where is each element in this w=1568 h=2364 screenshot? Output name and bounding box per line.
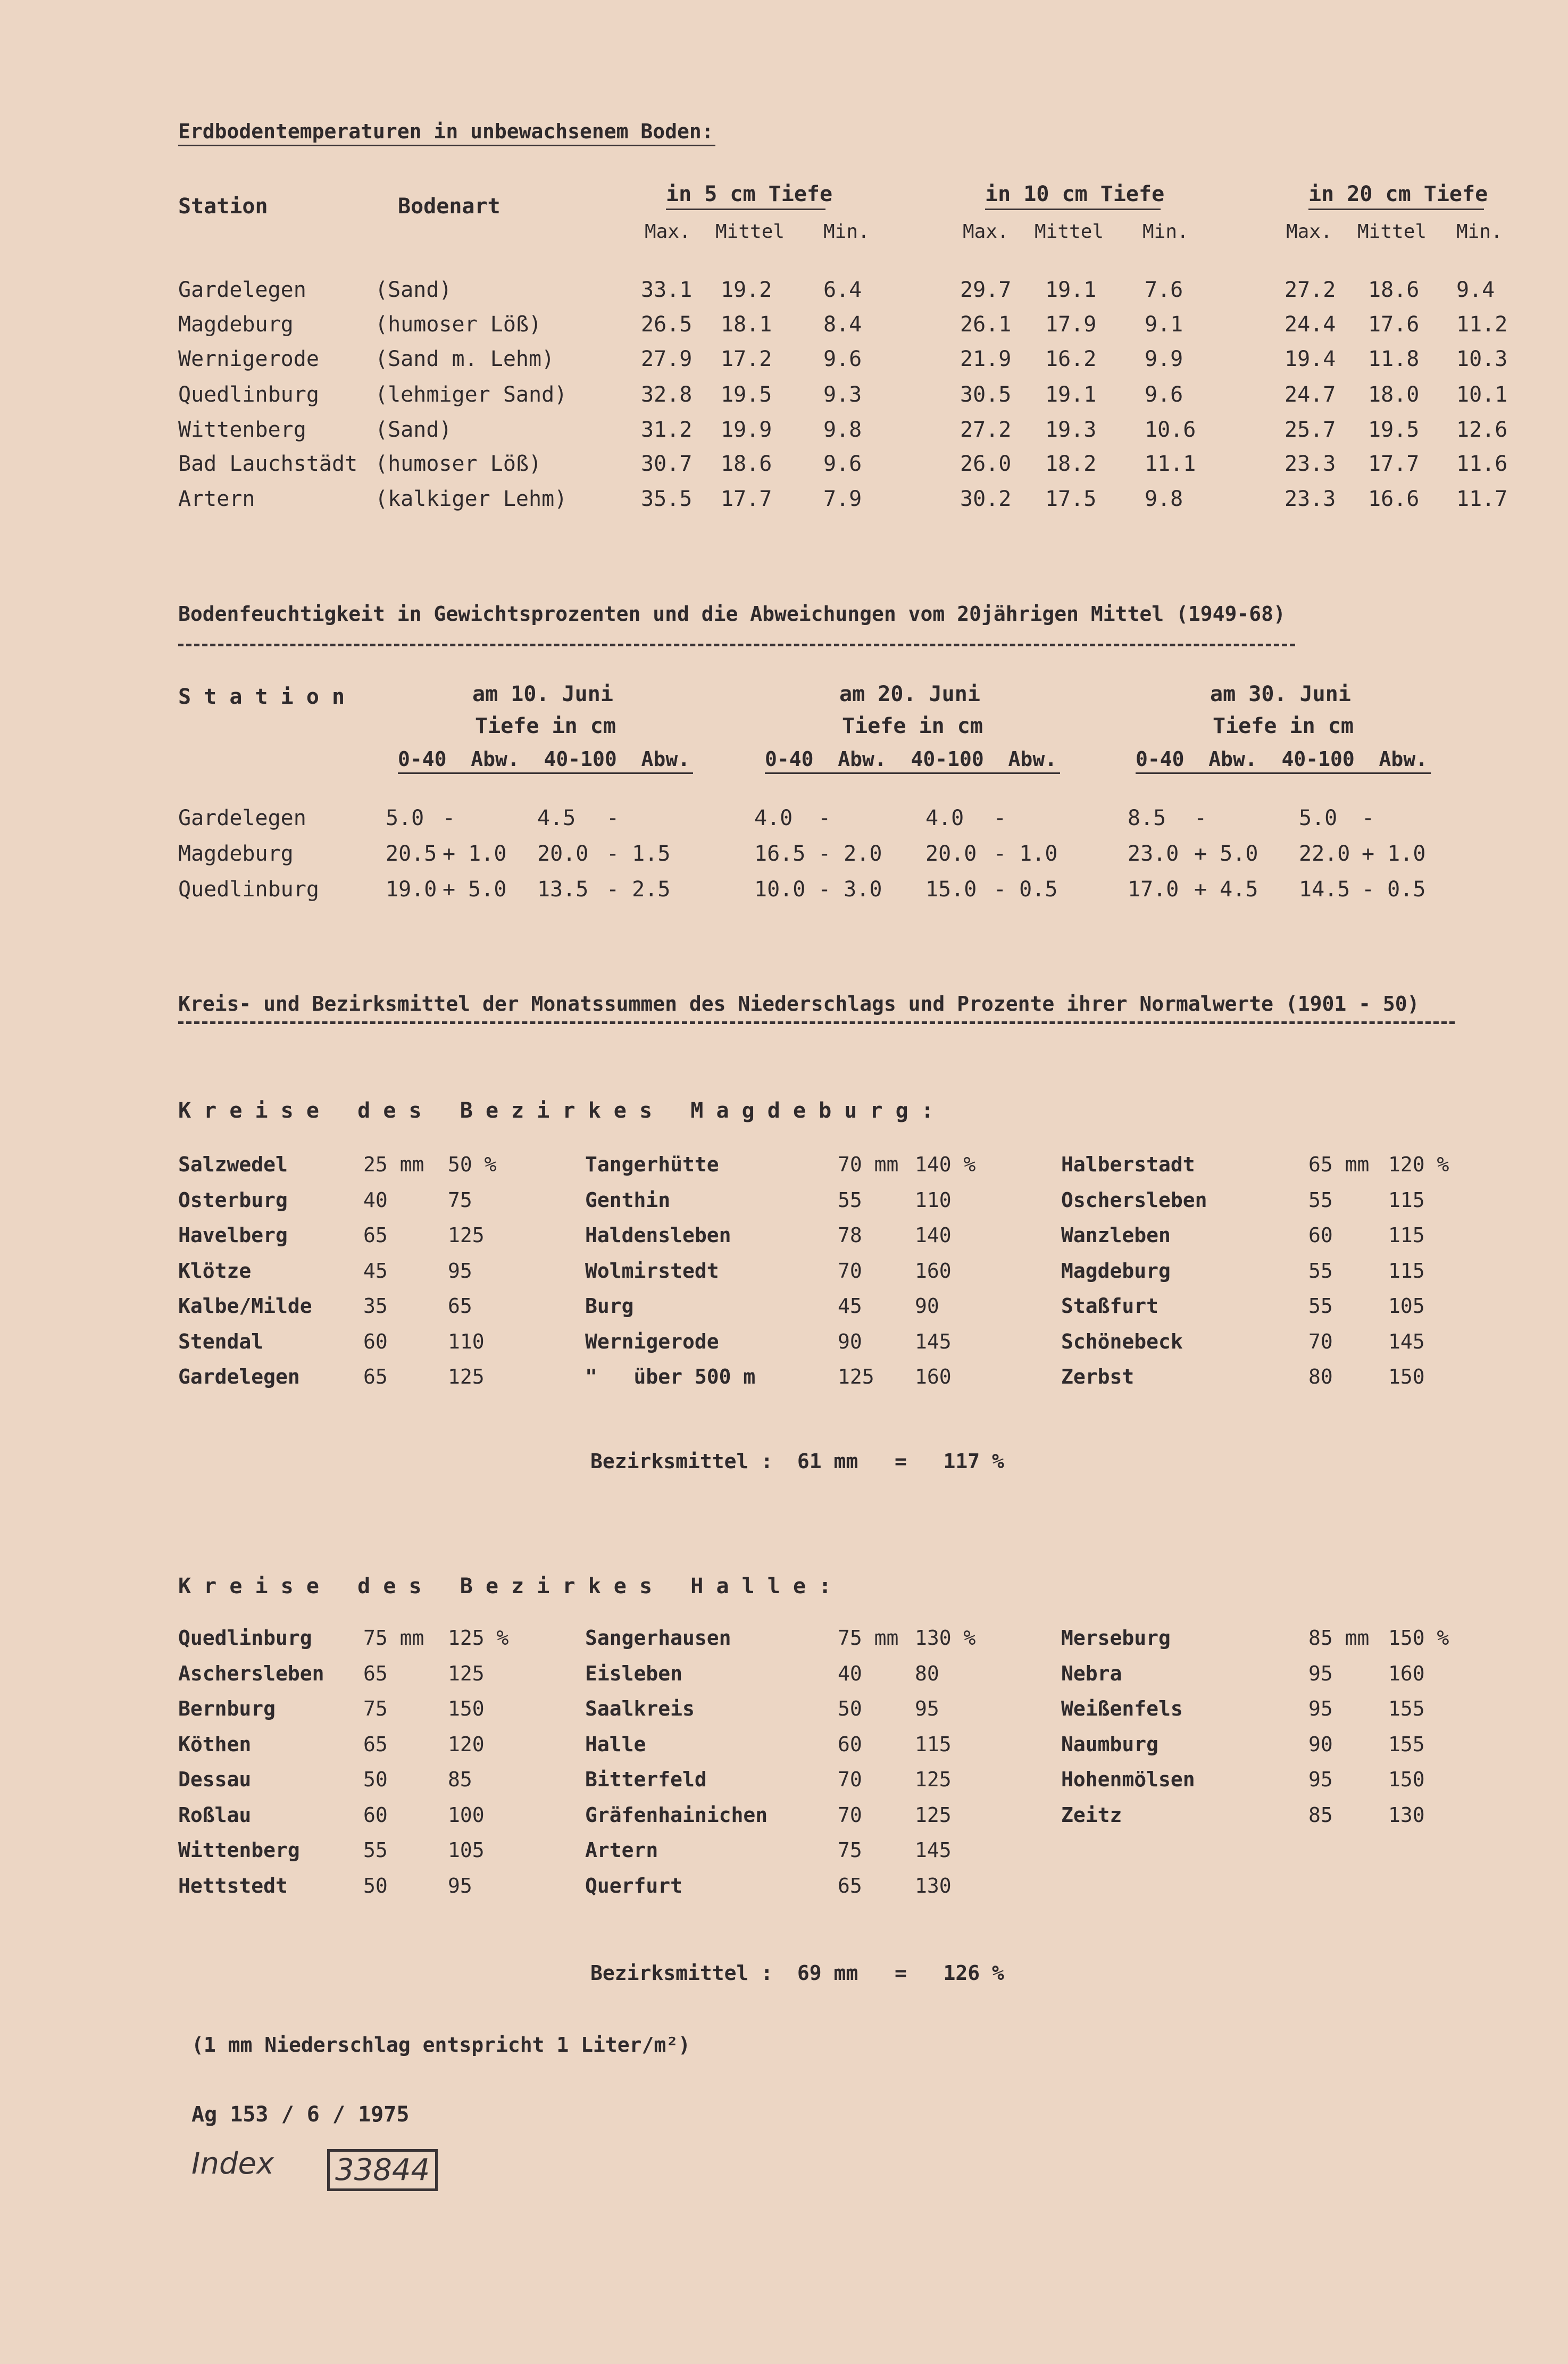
- precip-kreis-pct: 95: [448, 1874, 472, 1897]
- precip-kreis-pct: 95: [448, 1259, 472, 1283]
- precip-kreis-name: Wolmirstedt: [585, 1259, 719, 1283]
- moisture-value: 5.0: [1299, 806, 1338, 830]
- precip-kreis-name: Kalbe/Milde: [178, 1294, 312, 1318]
- moisture-value: - 1.0: [994, 842, 1058, 866]
- precip-kreis-name: Querfurt: [585, 1874, 683, 1897]
- moisture-value: 20.0: [537, 842, 589, 866]
- precip-kreis-mm: 75: [838, 1838, 862, 1862]
- soil-temp-value: 7.9: [823, 487, 862, 511]
- moisture-value: 4.0: [754, 806, 793, 830]
- soil-temp-value: 17.7: [1368, 452, 1420, 476]
- moisture-date: am 20. Juni: [839, 682, 980, 706]
- moisture-value: -: [994, 806, 1007, 830]
- soil-temp-value: 19.9: [721, 418, 772, 442]
- depth-header-underline: [985, 209, 1161, 210]
- moisture-value: 22.0: [1299, 842, 1350, 866]
- moisture-station: Quedlinburg: [178, 877, 319, 902]
- soil-temp-value: 18.6: [721, 452, 772, 476]
- sub-header: Mittel: [1035, 221, 1104, 243]
- precip-kreis-name: Merseburg: [1061, 1626, 1171, 1650]
- precip-kreis-pct: 85: [448, 1768, 472, 1791]
- soil-temp-value: 35.5: [641, 487, 693, 511]
- sub-header: Max.: [963, 221, 1009, 243]
- precip-kreis-mm: 90: [1308, 1733, 1333, 1756]
- soil-temp-value: 11.1: [1145, 452, 1196, 476]
- precip-kreis-pct: 130 %: [915, 1626, 976, 1650]
- moisture-value: 20.5: [386, 842, 437, 866]
- precip-kreis-name: Staßfurt: [1061, 1294, 1159, 1318]
- precip-kreis-name: Zerbst: [1061, 1365, 1135, 1388]
- precip-kreis-pct: 50 %: [448, 1153, 497, 1176]
- precip-kreis-name: Köthen: [178, 1733, 252, 1756]
- precip-kreis-pct: 140: [915, 1223, 952, 1247]
- soil-temp-value: 16.6: [1368, 487, 1420, 511]
- precip-kreis-mm: 95: [1308, 1662, 1333, 1685]
- moisture-depth-label: Tiefe in cm: [842, 714, 983, 738]
- moisture-value: 17.0: [1128, 877, 1179, 902]
- moisture-value: 4.0: [925, 806, 964, 830]
- soil-temp-value: 9.6: [823, 347, 862, 371]
- precip-kreis-pct: 90: [915, 1294, 939, 1318]
- precip-kreis-pct: 150: [448, 1697, 485, 1720]
- precip-kreis-pct: 155: [1388, 1697, 1425, 1720]
- soil-temp-value: 23.3: [1285, 487, 1336, 511]
- precip-kreis-name: Weißenfels: [1061, 1697, 1183, 1720]
- precip-kreis-name: Aschersleben: [178, 1662, 324, 1685]
- precip-kreis-mm: 78: [838, 1223, 862, 1247]
- precip-kreis-name: Nebra: [1061, 1662, 1122, 1685]
- precip-kreis-mm: 85 mm: [1308, 1626, 1370, 1650]
- precip-kreis-name: Havelberg: [178, 1223, 288, 1247]
- precip-kreis-name: Saalkreis: [585, 1697, 695, 1720]
- moisture-date: am 10. Juni: [472, 682, 613, 706]
- sub-header: Max.: [1286, 221, 1332, 243]
- precip-kreis-name: Oschersleben: [1061, 1188, 1207, 1212]
- precip-kreis-name: Sangerhausen: [585, 1626, 731, 1650]
- precip-kreis-pct: 145: [915, 1330, 952, 1353]
- moisture-date: am 30. Juni: [1210, 682, 1351, 706]
- precip-kreis-name: Wanzleben: [1061, 1223, 1171, 1247]
- moisture-sub-header: 0-40 Abw. 40-100 Abw.: [1136, 747, 1428, 771]
- soil-temp-station: Bad Lauchstädt: [178, 452, 358, 476]
- precip-kreis-mm: 40: [363, 1188, 388, 1212]
- precip-kreis-name: Genthin: [585, 1188, 671, 1212]
- moisture-value: + 5.0: [1194, 842, 1258, 866]
- depth-header: in 20 cm Tiefe: [1308, 182, 1488, 206]
- soil-temp-value: 9.6: [1145, 382, 1183, 407]
- precip-kreis-name: Quedlinburg: [178, 1626, 312, 1650]
- depth-header-underline: [666, 209, 825, 210]
- precip-kreis-mm: 75 mm: [363, 1626, 424, 1650]
- precip-kreis-pct: 125: [448, 1365, 485, 1388]
- soil-temp-value: 12.6: [1456, 418, 1508, 442]
- precip-kreis-name: Naumburg: [1061, 1733, 1159, 1756]
- soil-temp-value: 8.4: [823, 312, 862, 337]
- precip-kreis-pct: 125: [448, 1662, 485, 1685]
- precip-kreis-name: Gräfenhainichen: [585, 1803, 768, 1827]
- precip-kreis-pct: 120: [448, 1733, 485, 1756]
- soil-temp-value: 23.3: [1285, 452, 1336, 476]
- precip-kreis-pct: 115: [1388, 1259, 1425, 1283]
- precip-kreis-name: Zeitz: [1061, 1803, 1122, 1827]
- precip-kreis-pct: 125: [915, 1768, 952, 1791]
- precip-kreis-pct: 115: [1388, 1223, 1425, 1247]
- precip-kreis-mm: 70: [1308, 1330, 1333, 1353]
- soil-temp-value: 18.2: [1045, 452, 1097, 476]
- moisture-value: 13.5: [537, 877, 589, 902]
- precip-kreis-name: Tangerhütte: [585, 1153, 719, 1176]
- moisture-value: 5.0: [386, 806, 424, 830]
- moisture-depth-label: Tiefe in cm: [1213, 714, 1354, 738]
- moisture-value: -: [1194, 806, 1207, 830]
- moisture-value: 23.0: [1128, 842, 1179, 866]
- soil-temp-value: 11.2: [1456, 312, 1508, 337]
- soil-temp-value: 25.7: [1285, 418, 1336, 442]
- soil-temp-value: 9.9: [1145, 347, 1183, 371]
- soil-temp-value: 10.1: [1456, 382, 1508, 407]
- precip-kreis-name: Hettstedt: [178, 1874, 288, 1897]
- moisture-value: 15.0: [925, 877, 977, 902]
- precip-kreis-pct: 130: [1388, 1803, 1425, 1827]
- soil-temp-station: Wernigerode: [178, 347, 319, 371]
- soil-temp-title-underline: [178, 145, 715, 146]
- precip-kreis-pct: 120 %: [1388, 1153, 1449, 1176]
- moisture-value: + 5.0: [443, 877, 507, 902]
- soil-temp-value: 9.8: [1145, 487, 1183, 511]
- precip-kreis-pct: 160: [915, 1365, 952, 1388]
- moisture-sub-underline: [1136, 772, 1431, 774]
- precip-kreis-pct: 130: [915, 1874, 952, 1897]
- depth-header-underline: [1308, 209, 1484, 210]
- precip-kreis-mm: 60: [838, 1733, 862, 1756]
- soil-temp-value: 17.5: [1045, 487, 1097, 511]
- precip-kreis-name: Klötze: [178, 1259, 252, 1283]
- precip-kreis-name: Halle: [585, 1733, 646, 1756]
- precip-kreis-pct: 145: [1388, 1330, 1425, 1353]
- precip-kreis-pct: 110: [915, 1188, 952, 1212]
- soil-temp-station: Wittenberg: [178, 418, 306, 442]
- soil-temp-value: 26.1: [960, 312, 1012, 337]
- precip-kreis-pct: 75: [448, 1188, 472, 1212]
- precip-kreis-pct: 145: [915, 1838, 952, 1862]
- soil-temp-value: 27.9: [641, 347, 693, 371]
- soil-temp-value: 18.1: [721, 312, 772, 337]
- soil-temp-value: 19.2: [721, 278, 772, 302]
- precip-kreis-mm: 60: [1308, 1223, 1333, 1247]
- moisture-value: -: [818, 806, 831, 830]
- precip-kreis-mm: 55: [1308, 1294, 1333, 1318]
- precip-kreis-name: Halberstadt: [1061, 1153, 1195, 1176]
- precip-kreis-name: Roßlau: [178, 1803, 252, 1827]
- precip-kreis-mm: 45: [838, 1294, 862, 1318]
- halle-heading: K r e i s e d e s B e z i r k e s H a l l e :: [178, 1574, 832, 1599]
- soil-temp-value: 31.2: [641, 418, 693, 442]
- soil-temp-station: Magdeburg: [178, 312, 294, 337]
- precip-kreis-pct: 95: [915, 1697, 939, 1720]
- precip-kreis-name: Eisleben: [585, 1662, 683, 1685]
- soil-temp-value: 16.2: [1045, 347, 1097, 371]
- moisture-value: + 1.0: [1362, 842, 1426, 866]
- precip-kreis-name: Artern: [585, 1838, 658, 1862]
- soil-temp-value: 11.6: [1456, 452, 1508, 476]
- depth-header: in 5 cm Tiefe: [666, 182, 833, 206]
- soil-temp-station: Artern: [178, 487, 255, 511]
- moisture-col-station: S t a t i o n: [178, 685, 345, 709]
- precip-kreis-name: Osterburg: [178, 1188, 288, 1212]
- precip-kreis-mm: 55: [1308, 1259, 1333, 1283]
- moisture-value: 8.5: [1128, 806, 1166, 830]
- precip-kreis-mm: 65: [363, 1733, 388, 1756]
- soil-temp-value: 9.4: [1456, 278, 1495, 302]
- moisture-value: + 4.5: [1194, 877, 1258, 902]
- precip-kreis-pct: 160: [1388, 1662, 1425, 1685]
- soil-temp-value: 19.5: [721, 382, 772, 407]
- soil-temp-value: 24.7: [1285, 382, 1336, 407]
- precip-kreis-mm: 35: [363, 1294, 388, 1318]
- soil-temp-value: 30.7: [641, 452, 693, 476]
- soil-temp-value: 19.1: [1045, 278, 1097, 302]
- sub-header: Min.: [1456, 221, 1503, 243]
- precip-kreis-name: Hohenmölsen: [1061, 1768, 1195, 1791]
- moisture-sub-header: 0-40 Abw. 40-100 Abw.: [765, 747, 1057, 771]
- precip-kreis-mm: 95: [1308, 1697, 1333, 1720]
- precip-kreis-name: Wittenberg: [178, 1838, 300, 1862]
- soil-temp-value: 32.8: [641, 382, 693, 407]
- precip-kreis-pct: 110: [448, 1330, 485, 1353]
- soil-temp-value: 9.6: [823, 452, 862, 476]
- soil-temp-value: 19.1: [1045, 382, 1097, 407]
- soil-temp-bodenart: (Sand): [375, 418, 452, 442]
- moisture-station: Gardelegen: [178, 806, 306, 830]
- soil-temp-bodenart: (Sand m. Lehm): [375, 347, 555, 371]
- moisture-value: 20.0: [925, 842, 977, 866]
- precip-kreis-pct: 140 %: [915, 1153, 976, 1176]
- precip-kreis-mm: 40: [838, 1662, 862, 1685]
- soil-temp-value: 7.6: [1145, 278, 1183, 302]
- moisture-title: Bodenfeuchtigkeit in Gewichtsprozenten und die Abweichungen vom 20jährigen Mittel (1949-68): [178, 602, 1286, 626]
- precip-kreis-name: Magdeburg: [1061, 1259, 1171, 1283]
- sub-header: Mittel: [715, 221, 785, 243]
- soil-temp-value: 24.4: [1285, 312, 1336, 337]
- soil-temp-value: 19.4: [1285, 347, 1336, 371]
- precip-kreis-mm: 70: [838, 1768, 862, 1791]
- precip-kreis-pct: 150: [1388, 1768, 1425, 1791]
- soil-temp-value: 19.3: [1045, 418, 1097, 442]
- soil-temp-value: 18.6: [1368, 278, 1420, 302]
- precip-kreis-mm: 55: [363, 1838, 388, 1862]
- soil-temp-value: 9.1: [1145, 312, 1183, 337]
- precip-kreis-name: Bitterfeld: [585, 1768, 707, 1791]
- precip-title-underline: [178, 1021, 1455, 1024]
- precip-kreis-mm: 70 mm: [838, 1153, 899, 1176]
- precip-kreis-mm: 55: [1308, 1188, 1333, 1212]
- soil-temp-bodenart: (Sand): [375, 278, 452, 302]
- precip-kreis-pct: 105: [448, 1838, 485, 1862]
- sub-header: Mittel: [1357, 221, 1427, 243]
- magdeburg-heading: K r e i s e d e s B e z i r k e s M a g d e b u r g :: [178, 1098, 934, 1123]
- moisture-sub-header: 0-40 Abw. 40-100 Abw.: [398, 747, 690, 771]
- precip-kreis-mm: 75 mm: [838, 1626, 899, 1650]
- moisture-value: 4.5: [537, 806, 576, 830]
- depth-header: in 10 cm Tiefe: [985, 182, 1165, 206]
- precip-note: (1 mm Niederschlag entspricht 1 Liter/m²): [191, 2033, 690, 2057]
- precip-kreis-pct: 155: [1388, 1733, 1425, 1756]
- soil-temp-value: 10.3: [1456, 347, 1508, 371]
- col-station: Station: [178, 194, 268, 219]
- precip-kreis-name: " über 500 m: [585, 1365, 756, 1388]
- precip-kreis-pct: 125: [915, 1803, 952, 1827]
- soil-temp-value: 30.2: [960, 487, 1012, 511]
- precip-kreis-name: Gardelegen: [178, 1365, 300, 1388]
- soil-temp-value: 17.7: [721, 487, 772, 511]
- soil-temp-value: 17.2: [721, 347, 772, 371]
- precip-kreis-pct: 100: [448, 1803, 485, 1827]
- soil-temp-value: 27.2: [1285, 278, 1336, 302]
- soil-temp-value: 17.6: [1368, 312, 1420, 337]
- precip-kreis-mm: 50: [363, 1874, 388, 1897]
- moisture-value: + 1.0: [443, 842, 507, 866]
- precip-kreis-mm: 50: [363, 1768, 388, 1791]
- soil-temp-bodenart: (humoser Löß): [375, 312, 542, 337]
- soil-temp-value: 26.5: [641, 312, 693, 337]
- soil-temp-value: 26.0: [960, 452, 1012, 476]
- soil-temp-value: 18.0: [1368, 382, 1420, 407]
- index-label: Index: [191, 2146, 274, 2181]
- precip-kreis-mm: 70: [838, 1803, 862, 1827]
- precip-kreis-mm: 75: [363, 1697, 388, 1720]
- moisture-value: 19.0: [386, 877, 437, 902]
- precip-kreis-mm: 65: [363, 1365, 388, 1388]
- precip-kreis-pct: 80: [915, 1662, 939, 1685]
- soil-temp-bodenart: (kalkiger Lehm): [375, 487, 568, 511]
- precip-kreis-pct: 115: [915, 1733, 952, 1756]
- soil-temp-value: 21.9: [960, 347, 1012, 371]
- sub-header: Min.: [1142, 221, 1189, 243]
- precip-kreis-mm: 90: [838, 1330, 862, 1353]
- moisture-value: 16.5: [754, 842, 806, 866]
- moisture-value: - 3.0: [818, 877, 882, 902]
- precip-kreis-name: Burg: [585, 1294, 634, 1318]
- precip-kreis-mm: 60: [363, 1803, 388, 1827]
- precip-kreis-mm: 70: [838, 1259, 862, 1283]
- precip-kreis-mm: 55: [838, 1188, 862, 1212]
- soil-temp-value: 11.8: [1368, 347, 1420, 371]
- moisture-value: 14.5: [1299, 877, 1350, 902]
- precip-kreis-mm: 80: [1308, 1365, 1333, 1388]
- col-bodenart: Bodenart: [398, 194, 501, 219]
- precip-kreis-mm: 45: [363, 1259, 388, 1283]
- soil-temp-value: 9.3: [823, 382, 862, 407]
- moisture-sub-underline: [765, 772, 1060, 774]
- precip-kreis-mm: 65: [363, 1662, 388, 1685]
- moisture-value: - 2.0: [818, 842, 882, 866]
- soil-temp-value: 6.4: [823, 278, 862, 302]
- precip-kreis-name: Dessau: [178, 1768, 252, 1791]
- soil-temp-value: 29.7: [960, 278, 1012, 302]
- precip-kreis-pct: 125 %: [448, 1626, 509, 1650]
- soil-temp-value: 19.5: [1368, 418, 1420, 442]
- precip-kreis-name: Bernburg: [178, 1697, 276, 1720]
- soil-temp-value: 11.7: [1456, 487, 1508, 511]
- magdeburg-mean: Bezirksmittel : 61 mm = 117 %: [590, 1450, 1004, 1473]
- soil-temp-bodenart: (humoser Löß): [375, 452, 542, 476]
- sub-header: Max.: [645, 221, 691, 243]
- soil-temp-value: 27.2: [960, 418, 1012, 442]
- precip-kreis-name: Schönebeck: [1061, 1330, 1183, 1353]
- halle-mean: Bezirksmittel : 69 mm = 126 %: [590, 1961, 1004, 1985]
- moisture-title-underline: [178, 644, 1295, 646]
- moisture-value: -: [1362, 806, 1375, 830]
- archive-reference: Ag 153 / 6 / 1975: [191, 2102, 410, 2127]
- precip-kreis-pct: 115: [1388, 1188, 1425, 1212]
- precip-kreis-pct: 150: [1388, 1365, 1425, 1388]
- moisture-value: - 1.5: [606, 842, 671, 866]
- moisture-value: - 0.5: [994, 877, 1058, 902]
- soil-temp-value: 30.5: [960, 382, 1012, 407]
- soil-temp-value: 9.8: [823, 418, 862, 442]
- precip-kreis-mm: 50: [838, 1697, 862, 1720]
- soil-temp-station: Gardelegen: [178, 278, 306, 302]
- moisture-value: - 0.5: [1362, 877, 1426, 902]
- precip-kreis-mm: 25 mm: [363, 1153, 424, 1176]
- precip-kreis-mm: 85: [1308, 1803, 1333, 1827]
- index-number-box: 33844: [327, 2149, 438, 2191]
- precip-kreis-name: Wernigerode: [585, 1330, 719, 1353]
- moisture-value: -: [606, 806, 620, 830]
- sub-header: Min.: [823, 221, 870, 243]
- precip-kreis-pct: 105: [1388, 1294, 1425, 1318]
- moisture-value: -: [443, 806, 456, 830]
- precip-kreis-mm: 65: [363, 1223, 388, 1247]
- moisture-sub-underline: [398, 772, 693, 774]
- soil-temp-station: Quedlinburg: [178, 382, 319, 407]
- precip-kreis-mm: 60: [363, 1330, 388, 1353]
- moisture-value: 10.0: [754, 877, 806, 902]
- soil-temp-value: 33.1: [641, 278, 693, 302]
- precip-kreis-pct: 65: [448, 1294, 472, 1318]
- precip-kreis-mm: 95: [1308, 1768, 1333, 1791]
- soil-temp-value: 17.9: [1045, 312, 1097, 337]
- precip-kreis-mm: 65: [838, 1874, 862, 1897]
- soil-temp-bodenart: (lehmiger Sand): [375, 382, 568, 407]
- precip-kreis-pct: 150 %: [1388, 1626, 1449, 1650]
- precip-kreis-mm: 65 mm: [1308, 1153, 1370, 1176]
- soil-temp-title: Erdbodentemperaturen in unbewachsenem Boden:: [178, 120, 714, 143]
- precip-kreis-mm: 125: [838, 1365, 874, 1388]
- precip-kreis-pct: 160: [915, 1259, 952, 1283]
- moisture-station: Magdeburg: [178, 842, 294, 866]
- moisture-depth-label: Tiefe in cm: [475, 714, 616, 738]
- moisture-value: - 2.5: [606, 877, 671, 902]
- precip-kreis-name: Salzwedel: [178, 1153, 288, 1176]
- precip-kreis-name: Stendal: [178, 1330, 264, 1353]
- precip-title: Kreis- und Bezirksmittel der Monatssummen des Niederschlags und Prozente ihrer Normalwerte (1901 - 50): [178, 992, 1420, 1015]
- precip-kreis-pct: 125: [448, 1223, 485, 1247]
- precip-kreis-name: Haldensleben: [585, 1223, 731, 1247]
- soil-temp-value: 10.6: [1145, 418, 1196, 442]
